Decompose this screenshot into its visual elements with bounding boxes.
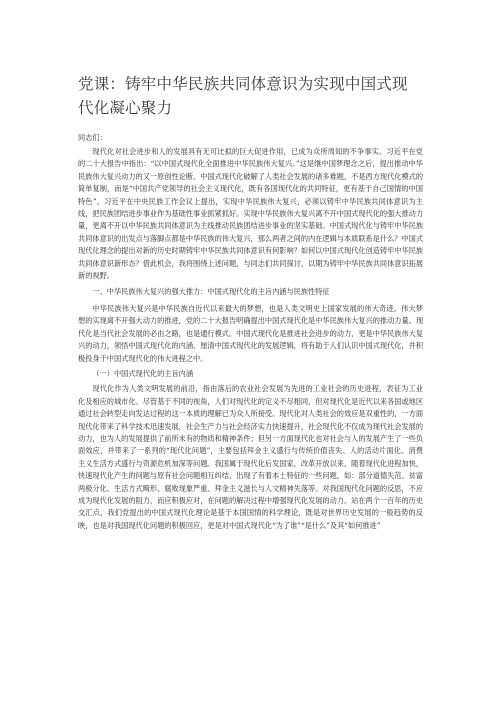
section-1-paragraph: 中华民族伟大复兴是中华民族自近代以来最大的梦想，也是人类文明史上国家发展的伟大奇迹。伟大梦想的实现离不开强大动力的推进，党的二十大报告明确提出中国式现代化是中华民族伟大复兴的推动力量。现代化是当代社会发展的必由之路，也是通行模式。中国式现代化是推进社会进步的动力，更是中华民族伟大复兴的动力，领悟中国式现代化的内涵、厘清中国式现代化的发展逻辑，将有助于人们认识中国式现代化，并积极投身于中国式现代化的伟大进程之中。 [78,303,424,363]
greeting: 同志们： [78,133,107,142]
document-title: 党课：铸牢中华民族共同体意识为实现中国式现代化凝心聚力 [78,75,408,117]
document-page [78,72,423,532]
subsection-1-paragraph: 现代化作为人类文明发展的前沿，指由落后的农业社会发展为先进的工业社会的历史进程，表征为工业化及相应的城市化。尽管基于不同的视角，人们对现代化的定义不尽相同，但对现代化是近代以来各国或地区通过社会转型走向发达过程的这一本质的理解已为众人所接受。现代化对人类社会的效应是双重性的，一方面现代化带来了科学技术迅速发展，社会生产力与社会经济实力快速提升，社会现代化不仅成为现代社会发展的动力，也为人的发展提供了前所未有的物质和精神条件；但另一方面现代化也对社会与人的发展产生了一些负面效应，并带来了一系列的“现代化问题”，主要包括拜金主义盛行与传统价值丧失、人的活动片面化、消费主义生活方式盛行与资源危机加深等问题。我国属于现代化后发国家，改革开放以来，随着现代化进程加快，快速现代化产生的问题与原有社会问题相互纠结，出现了有着本土特征的一些问题，如：部分道德失范、贫富两极分化、生活方式畸形、腐败现象严重、拜金主义滋长与人文精神失落等。对我国现代化问题的反思，不应成为现代化发展的阻力，而应积极应对，在问题的解决过程中增强现代化发展的动力。站在两个一百年的历史交汇点，我们党提出的中国式现代化理论是基于本国国情的科学理论，既是对世界历史发展的一般趋势的反映，也是对我国现代化问题的积极回应，更是对中国式现代化“为了谁”“是什么”及其“如何推进” [78,384,424,530]
intro-paragraph: 现代化对社会进步和人的发展具有无可比拟的巨大促进作用，已成为众所周知的不争事实。习近平在党的二十大报告中指出：“以中国式现代化全面推进中华民族伟大复兴。”这是继中国梦理念之后，提出推动中华民族伟大复兴动力的又一原创性论断。中国式现代化破解了人类社会发展的诸多难题，不是西方现代化模式的简单复制，而是“中国共产党领导的社会主义现代化，既有各国现代化的共同特征，更有基于自己国情的中国特色”。习近平在中央民族工作会议上提出，实现中华民族伟大复兴，必须以铸牢中华民族共同体意识为主线，把民族团结进步事业作为基础性事业抓紧抓好。实现中华民族伟大复兴离不开中国式现代化的强大推动力量，更离不开以中华民族共同体意识为主线推动民族团结进步事业的坚实基础。中国式现代化与铸牢中华民族共同体意识的出发点与落脚点都是中华民族的伟大复兴，那么两者之间的内在逻辑与本质联系是什么？中国式现代化理念的提出对新的历史时期铸牢中华民族共同体意识有何影响？如何以中国式现代化创造铸牢中华民族共同体意识新形态？借此机会，我将围绕上述问题，与同志们共同探讨，以期为铸牢中华民族共同体意识拓展新的视野。 [78,147,424,281]
section-1-heading: 一、中华民族伟大复兴的强大推力：中国式现代化的主旨内涵与民族性特征 [92,287,330,297]
subsection-1-heading: （一）中国式现代化的主旨内涵 [92,368,194,378]
